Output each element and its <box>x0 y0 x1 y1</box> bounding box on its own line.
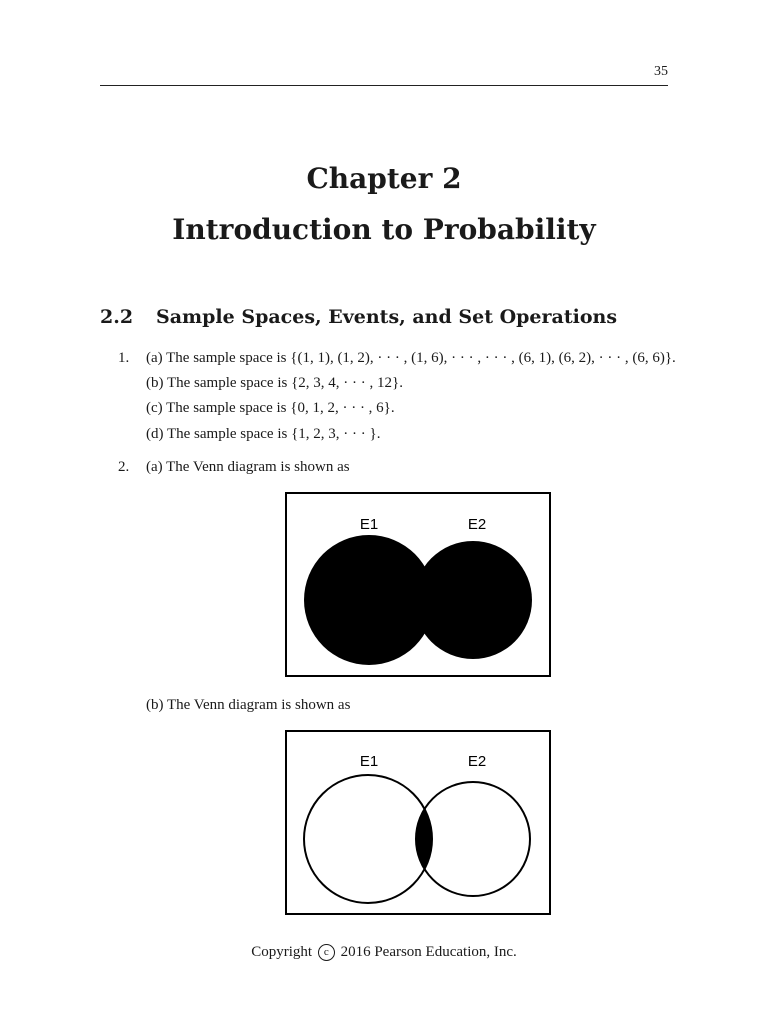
chapter-label: Chapter 2 <box>306 162 462 195</box>
problem-part: (d) The sample space is {1, 2, 3, · · · }. <box>146 426 381 442</box>
problem-number: 2. <box>118 459 130 475</box>
section-heading <box>100 306 617 328</box>
venn-union-svg <box>287 494 549 675</box>
page-number: 35 <box>654 64 668 79</box>
venn-label-e1: E1 <box>359 753 379 770</box>
section-title: Sample Spaces, Events, and Set Operations <box>156 306 618 328</box>
copyright-icon: c <box>318 944 335 961</box>
copyright-suffix: 2016 Pearson Education, Inc. <box>340 944 517 960</box>
venn-label-e2: E2 <box>467 516 487 533</box>
copyright-prefix: Copyright <box>251 944 313 960</box>
venn-diagram-union <box>285 492 551 677</box>
problem-part: (b) The Venn diagram is shown as <box>146 697 351 713</box>
venn-circle-e2 <box>416 782 530 896</box>
problem-part: (b) The sample space is {2, 3, 4, · · · , 12}. <box>146 375 403 391</box>
venn-circle-e2 <box>414 541 532 659</box>
venn-label-e2: E2 <box>467 753 487 770</box>
venn-intersection-svg <box>287 732 549 913</box>
venn-diagram-intersection <box>285 730 551 915</box>
problem-part: (a) The sample space is {(1, 1), (1, 2), · · · , (1, 6), · · · , · · · , (6, 1), (6, 2), · · · , (6, 6)}. <box>146 350 676 366</box>
chapter-title: Introduction to Probability <box>172 213 596 246</box>
header-rule <box>100 85 668 86</box>
section-number: 2.2 <box>100 306 134 328</box>
problem-number: 1. <box>118 350 130 366</box>
venn-label-e1: E1 <box>359 516 379 533</box>
venn-circle-e1 <box>304 775 432 903</box>
problem-part: (c) The sample space is {0, 1, 2, · · · , 6}. <box>146 400 395 416</box>
problem-part: (a) The Venn diagram is shown as <box>146 459 350 475</box>
copyright-footer <box>0 944 768 961</box>
